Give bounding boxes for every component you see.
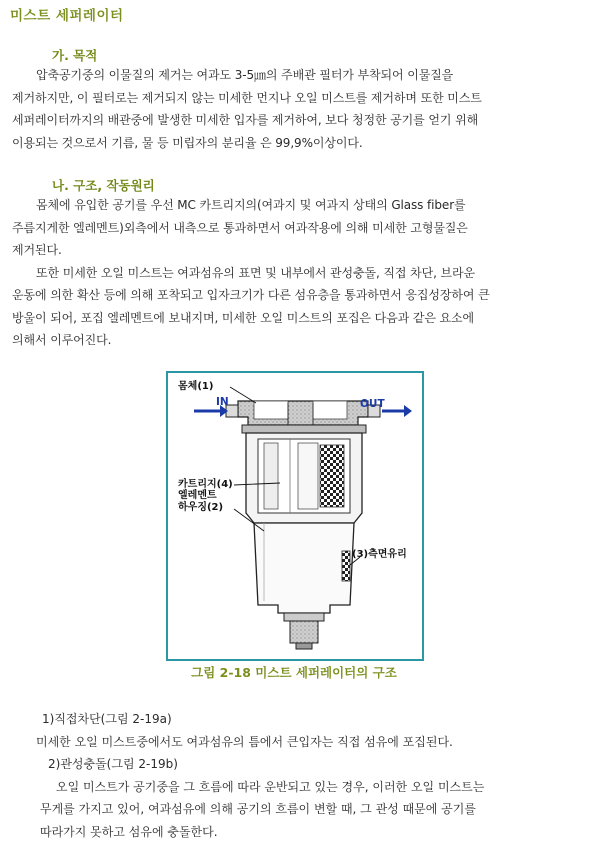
mechanism-list: [12, 708, 572, 843]
text-line: 운동에 의한 확산 등에 의해 포착되고 입자크기가 다른 섬유층을 통과하면서 응집성장하여 큰: [12, 284, 572, 307]
label-body: 몸체(1): [178, 381, 213, 392]
list-item-text: 미세한 오일 미스트중에서도 여과섬유의 틈에서 큰입자는 직접 섬유에 포집된다.: [12, 731, 572, 754]
out-arrow-icon: [404, 405, 412, 417]
list-item-text: 따라가지 못하고 섬유에 충돌한다.: [12, 821, 572, 843]
text-line: 또한 미세한 오일 미스트는 여과섬유의 표면 및 내부에서 관성충돌, 직접 차단, 브라운: [12, 262, 572, 285]
text-line: 압축공기중의 이물질의 제거는 여과도 3-5㎛의 주배관 필터가 부착되어 이물질을: [12, 64, 572, 87]
label-cartridge: 카트리지(4): [178, 479, 233, 490]
figure-caption: 그림 2-18 미스트 세퍼레이터의 구조: [168, 663, 420, 681]
structure-paragraph: [12, 194, 572, 352]
label-housing: 하우징(2): [178, 502, 223, 513]
text-line: 주름지게한 엘레멘트)외측에서 내측으로 통과하면서 여과작용에 의해 미세한 고형물질은: [12, 217, 572, 240]
list-item-text: 오일 미스트가 공기중을 그 흐름에 따라 운반되고 있는 경우, 이러한 오일 미스트는: [12, 776, 572, 799]
text-line: 세퍼레이터까지의 배관중에 발생한 미세한 입자를 제거하여, 보다 청정한 공기를 얻기 위해: [12, 109, 572, 132]
label-sightglass: (3)측면유리: [352, 549, 407, 560]
text-line: 이용되는 것으로서 기름, 물 등 미립자의 분리율 은 99,9%이상이다.: [12, 132, 572, 155]
text-line: 제거하지만, 이 필터로는 제거되지 않는 미세한 먼지나 오일 미스트를 제거하며 또한 미스트: [12, 87, 572, 110]
list-item-title: 2)관성충돌(그림 2-19b): [12, 753, 572, 776]
text-line: 몸체에 유입한 공기를 우선 MC 카트리지의(여과지 및 여과지 상태의 Glass fiber를: [12, 194, 572, 217]
list-item-text: 무게를 가지고 있어, 여과섬유에 의해 공기의 흐름이 변할 때, 그 관성 때문에 공기를: [12, 798, 572, 821]
text-line: 제거된다.: [12, 239, 572, 262]
label-element: 엘레멘트: [178, 490, 217, 501]
section-heading-structure: 나. 구조, 작동원리: [52, 176, 155, 194]
purpose-paragraph: [12, 64, 572, 154]
mist-separator-figure: [166, 371, 424, 661]
label-out: OUT: [360, 399, 385, 410]
text-line: 의해서 이루어진다.: [12, 329, 572, 352]
page-title: 미스트 세퍼레이터: [10, 4, 124, 24]
mist-separator-diagram: [168, 373, 422, 659]
label-in: IN: [216, 397, 229, 408]
section-heading-purpose: 가. 목적: [52, 46, 97, 64]
list-item-title: 1)직접차단(그림 2-19a): [12, 708, 572, 731]
text-line: 방울이 되어, 포집 엘레멘트에 보내지며, 미세한 오일 미스트의 포집은 다음과 같은 요소에: [12, 307, 572, 330]
